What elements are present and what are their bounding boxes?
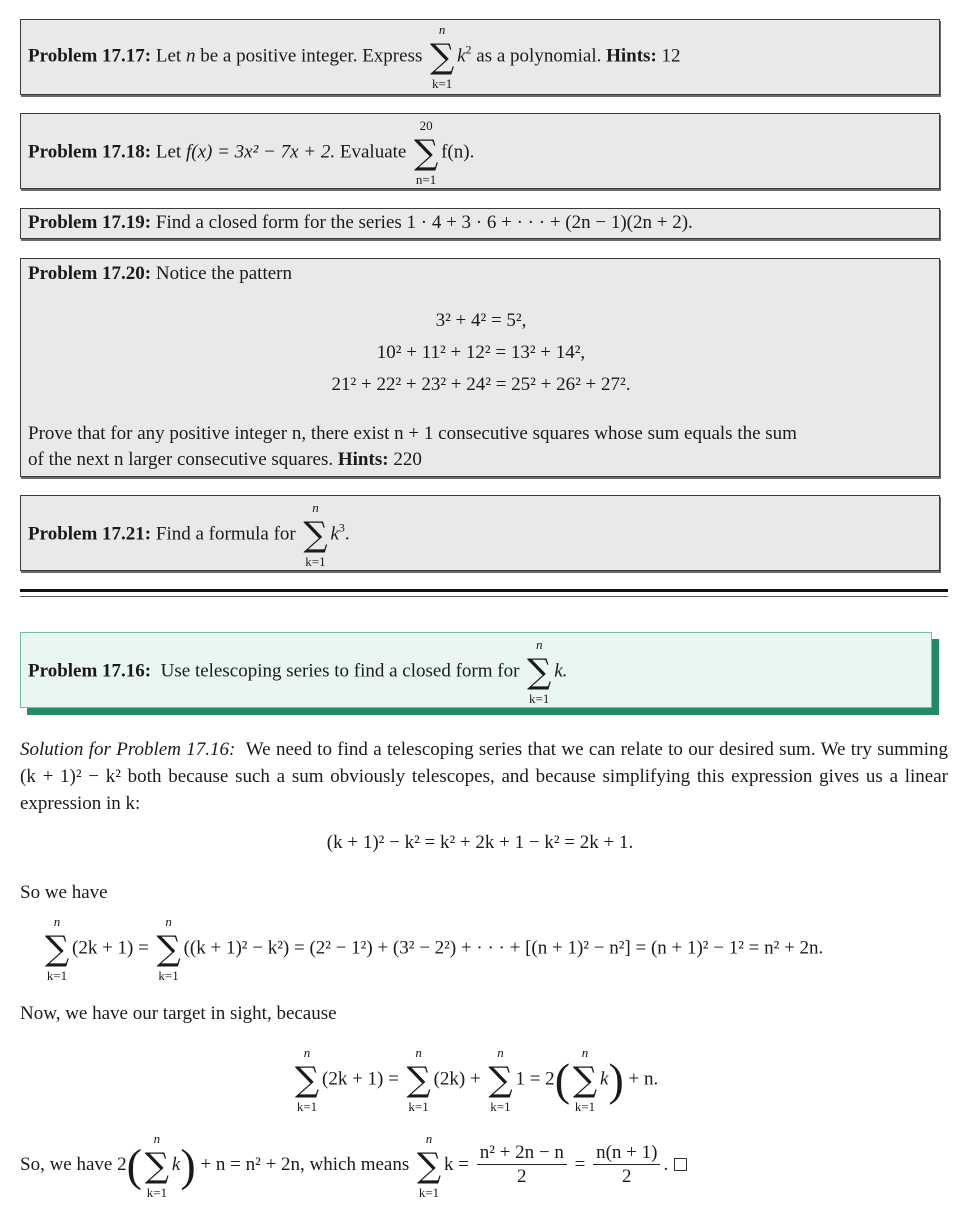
sum-upper: n (425, 1130, 433, 1146)
solution-conclusion: So, we have 2( n ∑ k=1 k) + n = n² + 2n, which means n ∑ k=1 k = $\frac{\text{n² + 2n − n}}{2}$ = $\frac{n(n + 1)}{2}$ . (20, 1142, 687, 1189)
problem-17-17-box (20, 19, 940, 95)
section-divider-thick (20, 589, 948, 592)
summation-symbol: n ∑ k=1 (526, 657, 552, 687)
problem-label: Problem 17.19: (28, 212, 152, 233)
term: k (330, 523, 339, 545)
right-paren: ) (608, 1054, 624, 1105)
summation-symbol: n ∑ k=1 (44, 934, 70, 964)
summation-symbol: n ∑ k=1 (144, 1151, 170, 1181)
text: Find a closed form for the series 1 · 4 + 3 · 6 + · · · + (2n − 1)(2n + 2). (155, 212, 693, 233)
problem-17-21-box (20, 495, 940, 571)
problem-text-line (28, 449, 422, 471)
problem-17-17-text (28, 22, 681, 91)
sum-lower: k=1 (158, 968, 179, 983)
text: ((k + 1)² − k²) = (2² − 1²) + (3² − 2²) + · · · + [(n + 1)² − n²] = (n + 1)² − 1² = n² + 2n. (183, 937, 824, 959)
sum-upper: n (165, 914, 172, 929)
text: Evaluate (339, 141, 407, 163)
problem-label: Problem 17.20: (28, 263, 152, 284)
hints-label: Hints: (606, 45, 657, 67)
sum-lower: k=1 (431, 76, 453, 91)
summation-symbol: 20 ∑ n=1 (413, 138, 439, 168)
sum-lower: k=1 (305, 554, 326, 569)
denominator: 2 (622, 1166, 632, 1187)
summation-symbol: n ∑ k=1 (429, 42, 455, 72)
hints-link[interactable]: 12 (661, 45, 681, 67)
sum-upper: n (438, 22, 446, 37)
equation-1: (k + 1)² − k² = k² + 2k + 1 − k² = 2k + 1. (326, 832, 634, 853)
text: (2k) + (433, 1068, 481, 1090)
problem-17-21-text (28, 500, 350, 569)
expression: f(x) = 3x² − 7x + 2. (185, 141, 336, 163)
text: + n. (628, 1068, 659, 1090)
sum-upper: n (415, 1045, 422, 1060)
sum-upper: n (535, 637, 543, 652)
sum-lower: k=1 (574, 1099, 596, 1114)
equation-3 (292, 1045, 659, 1114)
text: Let (155, 141, 182, 163)
problem-label: Problem 17.16: (28, 660, 152, 682)
sum-lower: k=1 (46, 968, 68, 983)
term: k (600, 1068, 609, 1090)
text: 1 = 2 (515, 1068, 555, 1090)
summation-symbol: n ∑ k=1 (302, 520, 328, 550)
fraction (593, 1142, 660, 1189)
text: Let (155, 45, 182, 67)
solution-title: Solution for Problem 17.16: (20, 739, 236, 760)
equation-block (21, 305, 941, 401)
numerator: n² + 2n − n (477, 1142, 567, 1165)
left-paren: ( (126, 1139, 142, 1191)
hints-label: Hints: (337, 449, 389, 470)
featured-problem-text (28, 637, 568, 706)
denominator: 2 (517, 1166, 527, 1187)
summation-symbol: n ∑ k=1 (406, 1065, 432, 1095)
problem-label: Problem 17.18: (28, 141, 152, 163)
problem-label: Problem 17.17: (28, 45, 152, 67)
term: k (457, 45, 466, 67)
sum-lower: k=1 (296, 1099, 318, 1114)
text: + n = n² + 2n, which means (200, 1153, 410, 1175)
text: as a polynomial. (476, 45, 602, 67)
solution-paragraph-3: Now, we have our target in sight, because (20, 1003, 337, 1024)
sum-upper: n (581, 1045, 589, 1060)
sum-upper: n (53, 914, 61, 929)
fraction (477, 1142, 567, 1189)
sum-lower: n=1 (415, 172, 437, 187)
section-divider-thin (20, 596, 948, 597)
exp: 2 (465, 42, 472, 57)
term: k. (554, 660, 568, 682)
solution-paragraph-1 (20, 736, 948, 817)
problem-17-19-text (28, 212, 693, 234)
text: (2k + 1) = (322, 1068, 399, 1090)
problem-17-18-text (28, 118, 475, 187)
problem-17-20-intro (28, 263, 292, 285)
var: n (185, 45, 196, 67)
summation-symbol: n ∑ k=1 (572, 1065, 598, 1095)
sum-lower: k=1 (146, 1184, 168, 1200)
text: of the next n larger consecutive squares. (28, 449, 334, 470)
problem-text-line: Prove that for any positive integer n, there exist n + 1 consecutive squares whose sum equals the sum (28, 423, 797, 444)
text: (2k + 1) = (72, 937, 149, 959)
text: Use telescoping series to find a closed form for (160, 660, 520, 682)
sum-upper: n (312, 500, 319, 515)
sum-upper: n (303, 1045, 311, 1060)
equation-2 (42, 914, 824, 983)
exp: 3 (338, 520, 345, 535)
term: f(n). (441, 141, 475, 163)
featured-problem-box (20, 632, 932, 708)
sum-lower: k=1 (408, 1099, 429, 1114)
text: . (344, 523, 350, 545)
equation: 10² + 11² + 12² = 13² + 14², (376, 342, 586, 363)
sum-upper: n (497, 1045, 504, 1060)
right-paren: ) (180, 1139, 196, 1191)
problem-label: Problem 17.21: (28, 523, 152, 545)
text: So, we have 2 (20, 1153, 127, 1175)
summation-symbol: n ∑ k=1 (416, 1151, 442, 1181)
summation-symbol: n ∑ k=1 (487, 1065, 513, 1095)
problem-17-19-box (20, 208, 940, 239)
equation: 21² + 22² + 23² + 24² = 25² + 26² + 27². (331, 374, 631, 395)
sum-lower: k=1 (490, 1099, 511, 1114)
text: Find a formula for (155, 523, 296, 545)
sum-upper: n (153, 1130, 161, 1146)
solution-paragraph-2: So we have (20, 882, 108, 903)
hints-link[interactable]: 220 (393, 449, 422, 470)
sum-lower: k=1 (418, 1184, 440, 1200)
text: be a positive integer. Express (200, 45, 423, 67)
sum-lower: k=1 (529, 691, 550, 706)
text: k = (444, 1153, 469, 1175)
summation-symbol: n ∑ k=1 (156, 934, 182, 964)
problem-17-18-box (20, 113, 940, 189)
numerator: n(n + 1) (593, 1142, 660, 1165)
problem-17-20-box (20, 258, 940, 477)
equation: 3² + 4² = 5², (435, 310, 527, 331)
qed-square-icon (674, 1158, 687, 1171)
sum-upper: 20 (419, 118, 433, 133)
left-paren: ( (554, 1054, 571, 1105)
text: Notice the pattern (155, 263, 292, 284)
text: We need to find a telescoping series that we can relate to our desired sum. We try summing (k + 1)² − k² both because such a sum obviously telescopes, and because simplifying this expression gives us a linear expression in k: (20, 739, 948, 814)
summation-symbol: n ∑ k=1 (294, 1065, 320, 1095)
